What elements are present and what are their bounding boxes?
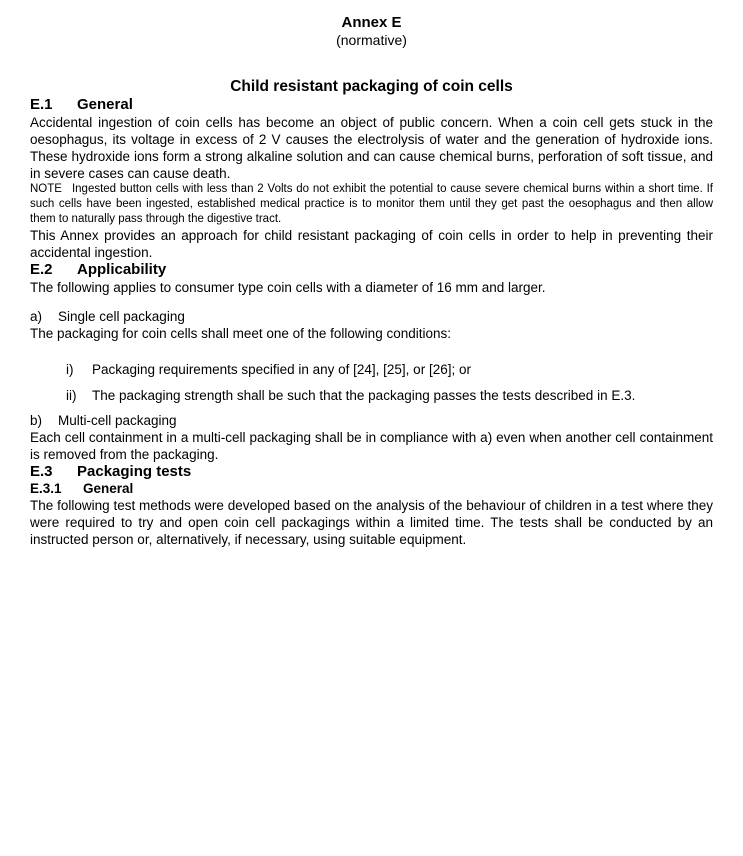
- paragraph-e2-1: The following applies to consumer type coin cells with a diameter of 16 mm and larger.: [30, 280, 546, 295]
- note-paragraph: [30, 182, 713, 227]
- section-heading-e3: [30, 463, 713, 481]
- section-number: E.2: [30, 261, 53, 278]
- annex-normative-tag: (normative): [336, 32, 407, 48]
- section-title: General: [77, 96, 133, 113]
- note-label: NOTE: [30, 183, 62, 195]
- section-number: E.3: [30, 463, 53, 480]
- section-number: E.1: [30, 96, 53, 113]
- section-title: Packaging tests: [77, 463, 192, 480]
- paragraph-e1-2: This Annex provides an approach for child resistant packaging of coin cells in order to help in preventing their accidental ingestion.: [30, 228, 713, 260]
- list-item-label: ii): [66, 388, 77, 403]
- subsection-heading-e31: [30, 481, 713, 497]
- list-item-i: [66, 361, 713, 378]
- paragraph-e1-1: Accidental ingestion of coin cells has become an object of public concern. When a coin cell gets stuck in the oesophagus, its voltage in excess of 2 V causes the electrolysis of water and the generation of hydroxide ions. These hydroxide ions form a strong alkaline solution and can cause chemical burns, perforation of soft tissue, and in severe cases can cause death.: [30, 115, 713, 181]
- list-item-a: [30, 308, 713, 325]
- list-item-b: [30, 412, 713, 429]
- list-item-ii: [66, 387, 713, 404]
- annex-label: Annex E: [341, 14, 402, 31]
- list-item-text: Multi-cell packaging: [58, 413, 177, 428]
- list-item-text: Single cell packaging: [58, 309, 185, 324]
- subsection-number: E.3.1: [30, 481, 62, 496]
- paragraph-e31-1: The following test methods were developed based on the analysis of the behaviour of children in a test where they were required to try and open coin cell packagings within a limited time. The tests shall be conducted by an instructed person or, alternatively, if necessary, using suitable equipment.: [30, 498, 713, 547]
- paragraph-e2-2: The packaging for coin cells shall meet one of the following conditions:: [30, 326, 451, 341]
- section-heading-e1: [30, 96, 713, 114]
- list-item-text: Packaging requirements specified in any of [24], [25], or [26]; or: [92, 362, 471, 377]
- note-text: Ingested button cells with less than 2 Volts do not exhibit the potential to cause severe chemical burns within a short time. If such cells have been ingested, established medical practice is to monitor them until they get past the oesophagus and then allow them to naturally pass through the digestive tract.: [30, 183, 713, 225]
- list-item-label: a): [30, 309, 43, 324]
- list-item-label: b): [30, 413, 43, 428]
- list-item-text: The packaging strength shall be such that the packaging passes the tests described in E.3.: [92, 388, 636, 403]
- subsection-title: General: [83, 481, 134, 496]
- document-title: Child resistant packaging of coin cells: [230, 78, 513, 95]
- section-title: Applicability: [77, 261, 167, 278]
- paragraph-e2-3: Each cell containment in a multi-cell packaging shall be in compliance with a) even when another cell containment is removed from the packaging.: [30, 430, 713, 462]
- list-item-label: i): [66, 362, 74, 377]
- section-heading-e2: [30, 261, 713, 279]
